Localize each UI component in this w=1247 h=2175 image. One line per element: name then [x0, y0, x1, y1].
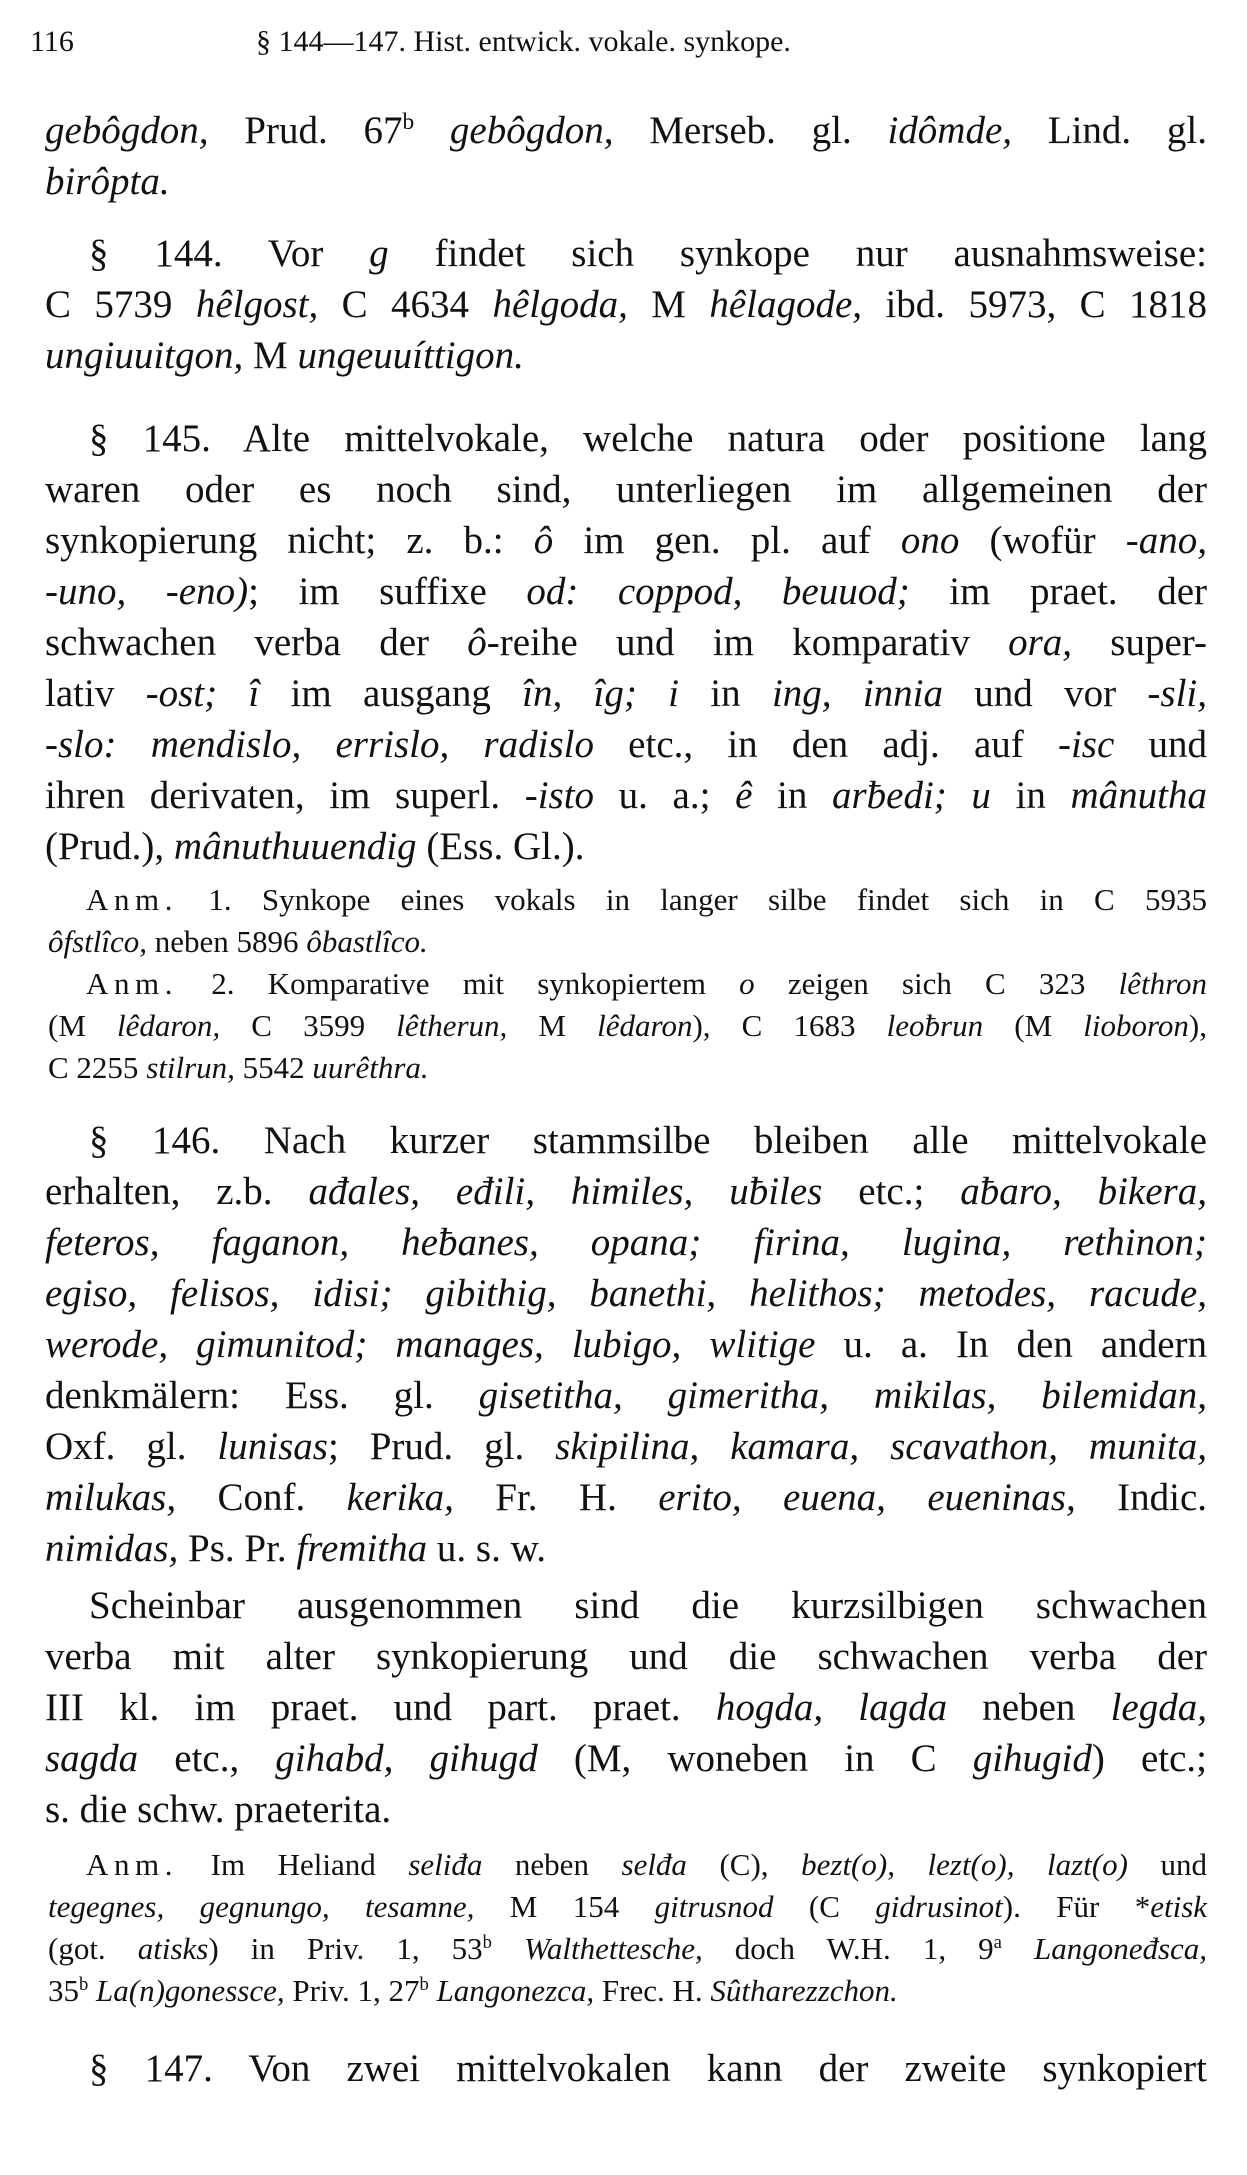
italic-text: hêlgost, [195, 283, 319, 326]
text-line [48, 1886, 1207, 1928]
text-line [45, 1472, 1207, 1523]
italic-text: o [739, 966, 755, 1001]
text-line [45, 1370, 1207, 1421]
text: C 4634 [318, 283, 493, 326]
section-144 [45, 228, 1207, 381]
italic-text: nimidas, [45, 1527, 179, 1570]
text: 5542 [234, 1050, 313, 1085]
italic-text: mânuthuuendig [173, 825, 417, 868]
italic-text: hêlgoda, [492, 283, 628, 326]
text: neben [482, 1847, 622, 1882]
text: Anm. [86, 882, 179, 917]
text: etc.; [822, 1170, 961, 1213]
text-line [48, 1928, 1207, 1970]
text-line [45, 1733, 1207, 1784]
italic-text: ôfstlîco, [48, 924, 148, 959]
text: schwachen verba der [45, 621, 468, 664]
text: im ausgang [259, 672, 523, 715]
text: zeigen sich C 323 [754, 966, 1119, 1001]
text-line [48, 921, 1207, 963]
italic-text: idômde, [887, 109, 1013, 152]
italic-text: gitrusnod [654, 1889, 774, 1924]
text: findet sich synkope nur ausnahmsweise: [388, 232, 1207, 275]
text: (Ess. Gl.). [416, 825, 585, 868]
italic-text: hogda, lagda [715, 1686, 948, 1729]
text: ibd. 5973, C 1818 [862, 283, 1208, 326]
text: doch W.H. 1, 9 [702, 1931, 994, 1966]
text-line [45, 617, 1207, 668]
italic-text: lêthron [1118, 966, 1207, 1001]
text: denkmälern: Ess. gl. [45, 1374, 479, 1417]
italic-text: uurêthra. [312, 1050, 429, 1085]
text: etc., [138, 1737, 276, 1780]
text-line [48, 963, 1207, 1005]
text-line [45, 566, 1207, 617]
italic-text: birôpta. [45, 160, 170, 203]
italic-text: ôbastlîco. [306, 924, 428, 959]
text-line [45, 821, 1207, 872]
italic-text: -slo: mendislo, errislo, radislo [45, 723, 594, 766]
text-line [45, 1631, 1207, 1682]
text-line [45, 1523, 1207, 1574]
text: ), C 1683 [692, 1008, 887, 1043]
text: und [1114, 723, 1207, 766]
italic-text: od: coppod, beuuod; [526, 570, 910, 613]
text: Anm. [86, 1847, 179, 1882]
italic-text: lêtherun, [396, 1008, 508, 1043]
text: Oxf. gl. [45, 1425, 218, 1468]
text-line [48, 1005, 1207, 1047]
text: ihren derivaten, im superl. [45, 774, 525, 817]
text: u. s. w. [427, 1527, 546, 1570]
superscript: b [79, 1973, 89, 1995]
text: in [752, 774, 832, 817]
italic-text: feteros, faganon, heƀanes, opana; firina, lugina, rethinon; [45, 1221, 1207, 1264]
italic-text: selđa [621, 1847, 687, 1882]
italic-text: -uno, [45, 570, 127, 613]
text-line [45, 1268, 1207, 1319]
text: § 145. Alte mittelvokale, welche natura oder positione lang [89, 417, 1207, 460]
italic-text: stilrun, [146, 1050, 235, 1085]
text: in [990, 774, 1071, 817]
text: waren oder es noch sind, unterliegen im allgemeinen der [45, 468, 1207, 511]
italic-text: gidrusinot [875, 1889, 1003, 1924]
italic-text: ono [900, 519, 960, 562]
italic-text: legda, [1110, 1686, 1207, 1729]
text: III kl. im praet. und part. praet. [45, 1686, 716, 1729]
text: Merseb. gl. [613, 109, 888, 152]
text: verba mit alter synkopierung und die schwachen verba der [45, 1635, 1207, 1678]
text-line [45, 668, 1207, 719]
text: u. a. In den andern [815, 1323, 1208, 1366]
text-line [45, 770, 1207, 821]
text [414, 109, 450, 152]
italic-text: atisks [137, 1931, 209, 1966]
italic-text: ê [735, 774, 753, 817]
text: super- [1072, 621, 1207, 664]
text-line [45, 719, 1207, 770]
text: (C), [686, 1847, 802, 1882]
italic-text: gebôgdon, [449, 109, 614, 152]
italic-text: ađales, eđili, himiles, uƀiles [308, 1170, 823, 1213]
text-line [45, 1115, 1207, 1166]
text: C 3599 [220, 1008, 397, 1043]
text: M [627, 283, 710, 326]
text: -reihe und im komparativ [486, 621, 1009, 664]
italic-text: gebôgdon, [45, 109, 209, 152]
italic-text: Langonezca, [436, 1973, 595, 2008]
text-line [45, 1784, 1207, 1835]
text: M 154 [474, 1889, 655, 1924]
text: (wofür [959, 519, 1126, 562]
text: im praet. der [909, 570, 1207, 613]
note-2 [48, 963, 1207, 1089]
text: ) etc.; [1091, 1737, 1207, 1780]
text: M [243, 334, 298, 377]
italic-text: kerika, [346, 1476, 454, 1519]
italic-text: -isto [524, 774, 595, 817]
text-line [48, 879, 1207, 921]
italic-text: -ost; î [145, 672, 260, 715]
italic-text: -sli, [1147, 672, 1207, 715]
italic-text: lunisas [217, 1425, 328, 1468]
italic-text: mânutha [1070, 774, 1208, 817]
text: neben [947, 1686, 1111, 1729]
italic-text: aƀaro, bikera, [960, 1170, 1207, 1213]
text: Prud. 67 [208, 109, 403, 152]
italic-text: lêdaron [597, 1008, 693, 1043]
italic-text: bezt(o), lezt(o), lazt(o) [801, 1847, 1128, 1882]
text: C 5739 [45, 283, 196, 326]
italic-text: lêdaron, [117, 1008, 221, 1043]
italic-text: -isc [1057, 723, 1115, 766]
text: und vor [943, 672, 1148, 715]
text-line [48, 1047, 1207, 1089]
italic-text: -ano, [1125, 519, 1207, 562]
text: 2. Komparative mit synkopiertem [178, 966, 740, 1001]
italic-text: arƀedi; u [831, 774, 991, 817]
text-line [45, 228, 1207, 279]
note-heliand [48, 1844, 1207, 2012]
text: (got. [48, 1931, 138, 1966]
text: Im Heliand [178, 1847, 409, 1882]
text: Frec. H. [594, 1973, 711, 2008]
section-146 [45, 1115, 1207, 1574]
text: (C [773, 1889, 876, 1924]
text-line [48, 1844, 1207, 1886]
text: synkopierung nicht; z. b.: [45, 519, 534, 562]
italic-text: etisk [1150, 1889, 1208, 1924]
text: im gen. pl. auf [553, 519, 901, 562]
section-145 [45, 413, 1207, 872]
superscript: b [419, 1973, 429, 1995]
text: M [507, 1008, 598, 1043]
note-1 [48, 879, 1207, 963]
italic-text: ungeuuíttigon. [297, 334, 524, 377]
italic-text: egiso, felisos, idisi; gibithig, banethi, helithos; metodes, racude, [45, 1272, 1207, 1315]
italic-text: hêlagode, [709, 283, 863, 326]
text-line [45, 156, 1207, 207]
text: Conf. [176, 1476, 347, 1519]
text: Scheinbar ausgenommen sind die kurzsilbigen schwachen [89, 1584, 1207, 1627]
text [88, 1973, 96, 2008]
text: Indic. [1075, 1476, 1208, 1519]
text: 35 [48, 1973, 79, 2008]
italic-text: ing, innia [771, 672, 943, 715]
italic-text: în, îg; i [522, 672, 679, 715]
text: ), [1188, 1008, 1207, 1043]
paragraph-continuation [45, 105, 1207, 207]
text-line [45, 279, 1207, 330]
italic-text: gihabd, gihugd [275, 1737, 538, 1780]
text-line [45, 1580, 1207, 1631]
italic-text: seliđa [408, 1847, 483, 1882]
text [1002, 1931, 1034, 1966]
text: s. die schw. praeterita. [45, 1788, 392, 1831]
italic-text: erito, euena, eueninas, [658, 1476, 1076, 1519]
text-line [45, 1319, 1207, 1370]
text: u. a.; [594, 774, 736, 817]
italic-text: milukas, [45, 1476, 177, 1519]
text-line [45, 1421, 1207, 1472]
text: neben 5896 [147, 924, 307, 959]
text: ; Prud. gl. [327, 1425, 556, 1468]
text: lativ [45, 672, 146, 715]
text-line [45, 105, 1207, 156]
text-line [45, 2043, 1207, 2094]
italic-text: tegegnes, gegnungo, tesamne, [48, 1889, 475, 1924]
text: (M [48, 1008, 118, 1043]
text: in [678, 672, 772, 715]
text: ). Für * [1002, 1889, 1151, 1924]
italic-text: ora, [1008, 621, 1073, 664]
superscript: a [993, 1931, 1002, 1953]
text [126, 570, 166, 613]
text: etc., in den adj. auf [593, 723, 1058, 766]
italic-text: fremitha [296, 1527, 428, 1570]
text: (Prud.), [45, 825, 174, 868]
italic-text: sagda [45, 1737, 139, 1780]
text [492, 1931, 524, 1966]
text-line [45, 1217, 1207, 1268]
italic-text: gihugid [972, 1737, 1092, 1780]
superscript: b [402, 108, 415, 135]
italic-text: -eno) [165, 570, 249, 613]
text: erhalten, z.b. [45, 1170, 309, 1213]
text-line [45, 1682, 1207, 1733]
text: Fr. H. [453, 1476, 659, 1519]
italic-text: leoƀrun [886, 1008, 984, 1043]
italic-text: Sûtharezzchon. [710, 1973, 898, 2008]
text: § 144. Vor [89, 232, 370, 275]
italic-text: ô [533, 519, 554, 562]
text [429, 1973, 437, 2008]
text: ; im suffixe [248, 570, 527, 613]
text-line [45, 413, 1207, 464]
text: Priv. 1, 27 [284, 1973, 420, 2008]
running-title: § 144—147. Hist. entwick. vokale. synkope. [256, 25, 791, 58]
section-147 [45, 2043, 1207, 2094]
italic-text: La(n)gonessce, [96, 1973, 285, 2008]
text: 1. Synkope eines vokals in langer silbe findet sich in C 5935 [178, 882, 1207, 917]
text-line [45, 515, 1207, 566]
text: (M [983, 1008, 1084, 1043]
text: Ps. Pr. [178, 1527, 297, 1570]
italic-text: gisetitha, gimeritha, mikilas, bilemidan, [478, 1374, 1207, 1417]
text-line [45, 1166, 1207, 1217]
text-line [45, 330, 1207, 381]
text: Lind. gl. [1012, 109, 1207, 152]
text: § 147. Von zwei mittelvokalen kann der zweite synkopiert [89, 2047, 1207, 2090]
text: und [1127, 1847, 1208, 1882]
italic-text: Walthettesche, [523, 1931, 703, 1966]
text: C 2255 [48, 1050, 147, 1085]
superscript: b [482, 1931, 492, 1953]
text: § 146. Nach kurzer stammsilbe bleiben alle mittelvokale [89, 1119, 1207, 1162]
italic-text: g [369, 232, 389, 275]
text: Anm. [86, 966, 179, 1001]
italic-text: skipilina, kamara, scavathon, munita, [555, 1425, 1207, 1468]
page-number: 116 [30, 25, 74, 58]
paragraph-scheinbar [45, 1580, 1207, 1835]
italic-text: ô [467, 621, 487, 664]
italic-text: werode, gimunitod; manages, lubigo, wlitige [45, 1323, 816, 1366]
text-line [48, 1970, 1207, 2012]
text: ) in Priv. 1, 53 [208, 1931, 483, 1966]
italic-text: ungiuuitgon, [45, 334, 244, 377]
italic-text: Langoneđsca, [1033, 1931, 1208, 1966]
text-line [45, 464, 1207, 515]
italic-text: lioboron [1083, 1008, 1189, 1043]
text: (M, woneben in C [537, 1737, 973, 1780]
